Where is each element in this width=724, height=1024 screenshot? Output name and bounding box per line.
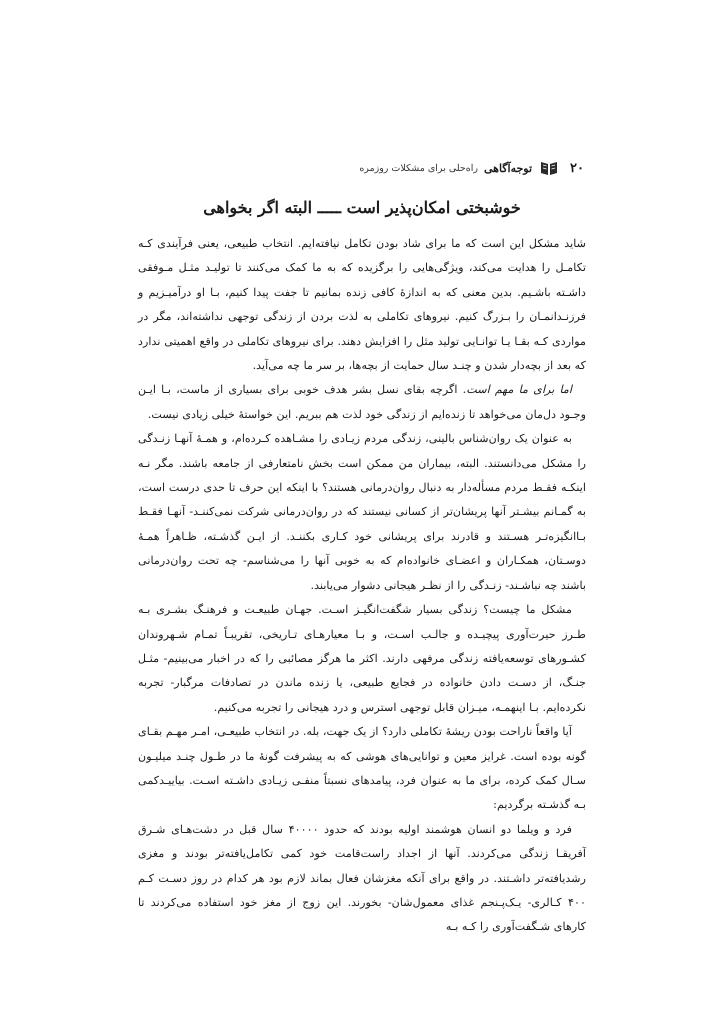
paragraph: [138, 378, 586, 427]
paragraph: [138, 598, 586, 720]
book-mark-icon-svg: [540, 160, 558, 176]
paragraph: [138, 818, 586, 940]
book-title: توجه‌آگاهی: [483, 161, 533, 175]
paragraph-text: فرد و ویلما دو انسان هوشمند اولیه بودند که حدود ۴۰۰۰۰ سال قبل در دشت‌هـای شـرق آفریقـا زندگی می‌کردند. آنها از اجداد راست‌قامت خود کمی تکامل‌یافته‌تر بودند و مغزی رشدیافته‌تر داشـتند. در واقع برای آنکه مغزشان فعال بماند لازم بود هر کدام در روز دسـت کـم ۴۰۰ کـالری- یـک‌پـنجم غذای معمول‌شان- بخورند. این زوج از مغز خود استفاده می‌کردند تا کارهای شـگفت‌آوری را کـه بـه: [138, 822, 586, 934]
book-subtitle: راه‌حلی برای مشکلات روزمره: [359, 162, 478, 174]
chapter-title: خوشبختی امکان‌پذیر است ـــــ البته اگر بخواهی: [203, 198, 521, 217]
paragraph-text: به عنوان یک روان‌شناس بالینی، زندگی مردم زیـادی را مشـاهده کـرده‌ام، و همـۀ آنهـا زنـدگی را مشکل می‌دانستند. البته، بیماران من ممکن است بخش نامتعارفی از جامعه باشند. مگر نـه اینکـه فقـط مردم مسأله‌دار به دنبال روان‌درمانی هستند؟ با اینکه این حرف تا حدی درست است، به گمـانم بیشـتر آنها پریشان‌تر از کسانی نیستند که در روان‌درمانی شرکت نمی‌کننـد- آنهـا فقـط بـاانگیزه‌تـر هسـتند و قادرند برای پریشانی خود کـاری بکننـد. از ایـن گذشـته، ظـاهراً همـۀ دوسـتان، همکـاران و اعضـای خانواده‌ام که به خوبی آنها را می‌شناسم- چه تحت روان‌درمانی باشند چه نباشـند- زنـدگی را از نظـر هیجانی دشوار می‌یابند.: [138, 432, 586, 592]
paragraph-text: شاید مشکل این است که ما برای شاد بودن تکامل نیافته‌ایم. انتخاب طبیعی، یعنی فرآیندی کـه تکامـل را هدایت می‌کند، ویژگی‌هایی را برگزیده که به ما کمک می‌کنند تا تولیـد مثـل مـوفقی داشـته باشـیم. بدین معنی که به اندازۀ کافی زنده بمانیم تا جفت پیدا کنیم، بـا او درآمیـزیم و فرزنـدانمـان را بـزرگ کنیم. نیروهای تکاملی به لذت بردن از زندگی توجهی نداشته‌اند، مگر در مواردی کـه بقـا یـا توانـایی تولید مثل را افزایش دهند. برای نیروهای تکاملی در واقع اهمیتی ندارد که بعد از بچه‌دار شدن و چنـد سال حمایت از بچه‌ها، بر سر ما چه می‌آید.: [138, 237, 586, 373]
paragraph: [138, 232, 586, 378]
paragraph-text: مشکل ما چیست؟ زندگی بسیار شگفت‌انگیـز اسـت. جهـان طبیعـت و فرهنـگ بشـری بـه طـرز حیرت‌آوری پیچیـده و جالـب اسـت، و بـا معیارهـای تـاریخی، تقریبـاً تمـام شـهروندان کشـورهای توسعه‌یافته زندگی مرفهی دارند. اکثر ما هرگز مصائبی را که در اخبار می‌بینیم- مثـل جنـگ، از دسـت دادن خانواده در فجایع طبیعی، یا زنده ماندن در تصادفات مرگبار- تجربه نکرده‌ایم. بـا اینهمـه، میـزان قابل توجهی استرس و درد هیجانی را تجربه می‌کنیم.: [138, 603, 586, 714]
running-header: [140, 158, 584, 178]
paragraph: [138, 720, 586, 818]
paragraph-text: آیا واقعاً ناراحت بودن ریشۀ تکاملی دارد؟ از یک جهت، بله. در انتخاب طبیعـی، امـر مهـم بقـای گونه بوده است. غرایز معین و توانایی‌های هوشی که به پیشرفت گونۀ ما در طـول چنـد میلیـون سـال کمک کرده، برای ما به عنوان فرد، پیامدهای نسبتاً منفـی زیـادی داشـته اسـت. بیاییـدکمی بـه گذشـته برگردیم:: [138, 725, 586, 812]
body-text: [138, 232, 586, 940]
paragraph-text: اگرچه بقای نسل بشر هدف خوبی برای بسیاری از ماست، بـا ایـن وجـود دل‌مان می‌خواهد تا زنده‌ایم از زندگی خود لذت هم ببریم. این خواستۀ خیلی زیادی نیست.: [138, 383, 586, 421]
book-mark-icon: [540, 160, 558, 176]
paragraph: [138, 427, 586, 598]
emphasis-text: اما برای ما مهم است.: [462, 383, 573, 397]
page-number: ۲۰: [570, 160, 584, 176]
